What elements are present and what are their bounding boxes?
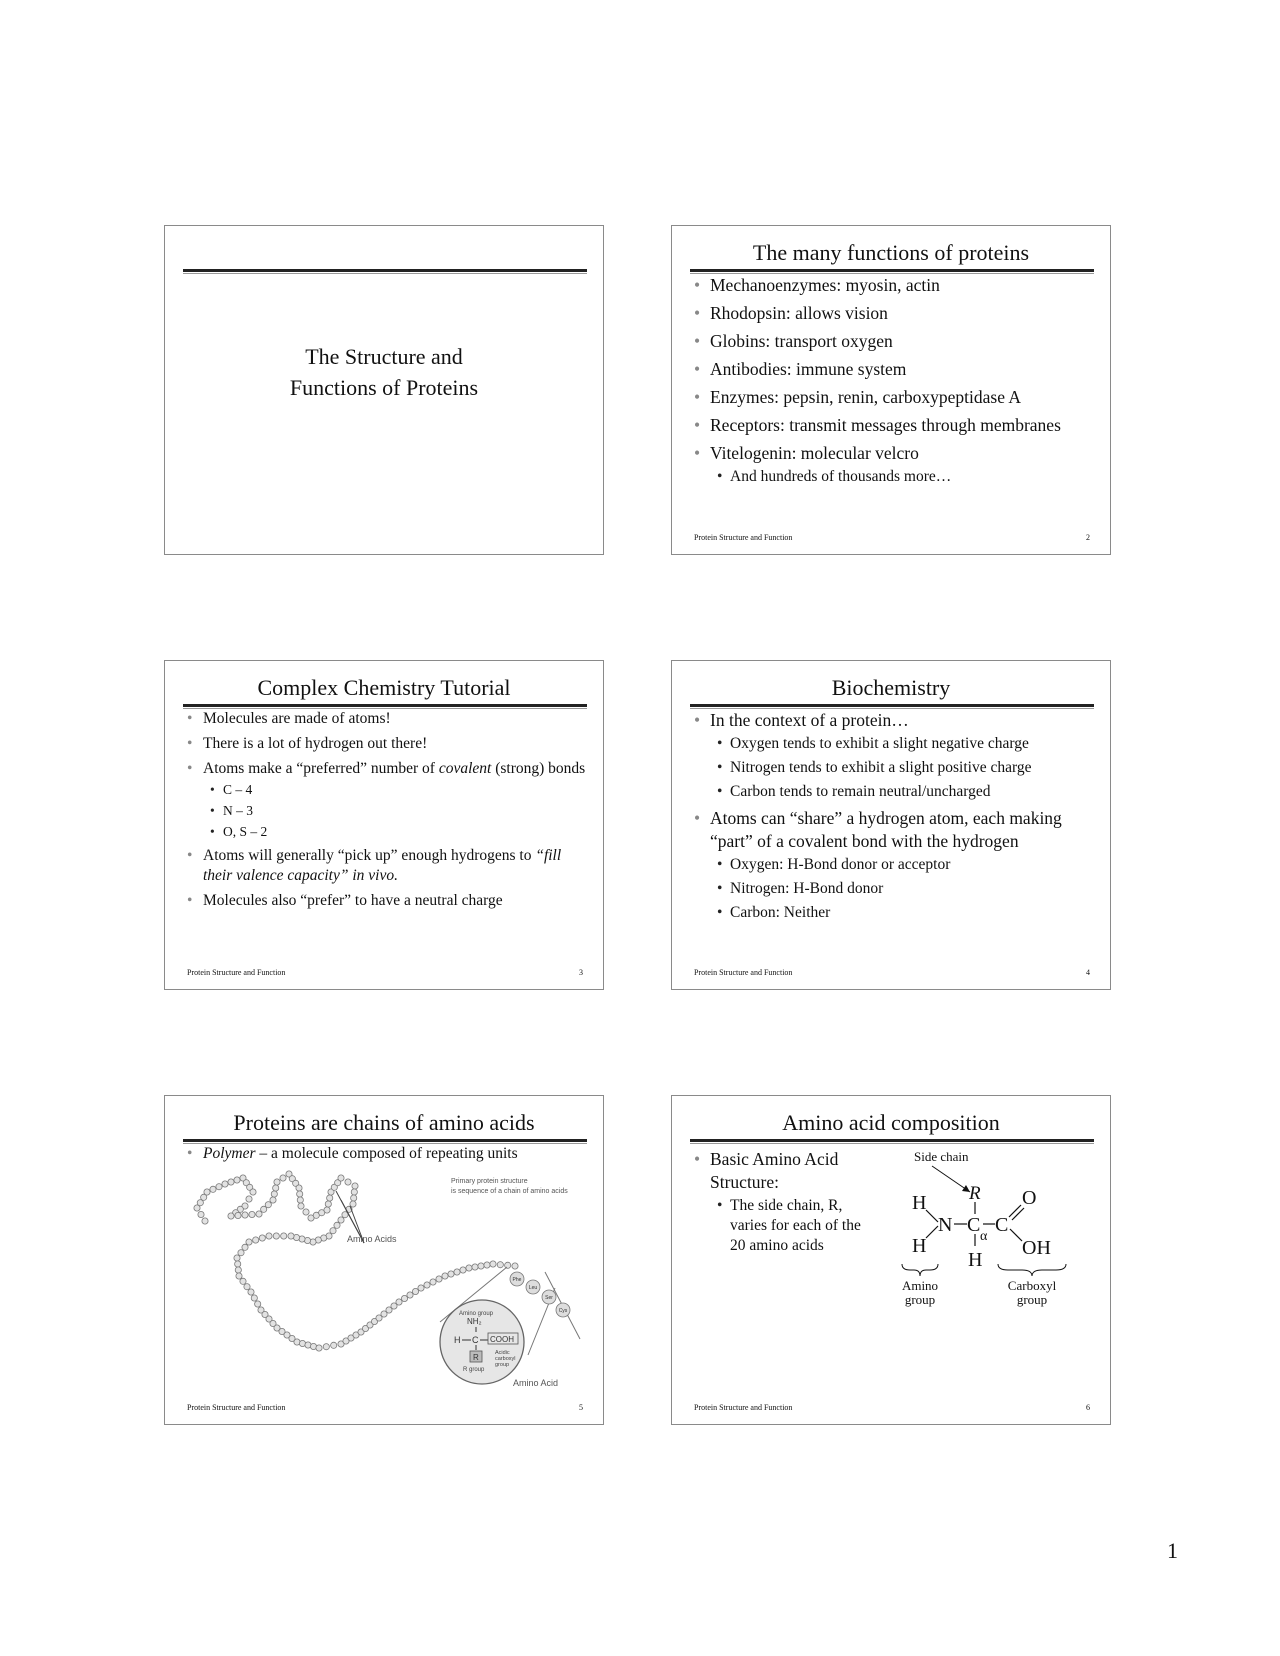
- sub-bullet: • Carbon tends to remain neutral/uncharged: [710, 782, 1096, 802]
- r-atom: R: [969, 1183, 981, 1204]
- chain-bead: [303, 1209, 309, 1215]
- footer-text: Protein Structure and Function: [187, 1403, 286, 1412]
- chain-bead: [460, 1267, 466, 1273]
- o-atom: O: [1022, 1187, 1037, 1209]
- slide-3: [164, 660, 604, 990]
- carboxyl-brace: [998, 1264, 1066, 1276]
- chain-bead: [235, 1267, 241, 1273]
- chain-bead: [238, 1250, 244, 1256]
- chain-bead: [424, 1282, 430, 1288]
- chain-bead: [352, 1183, 358, 1189]
- figure-caption: is sequence of a chain of amino acids: [451, 1188, 568, 1195]
- chain-bead: [436, 1276, 442, 1282]
- bullet: • There is a lot of hydrogen out there!: [183, 734, 589, 754]
- chain-bead: [271, 1191, 277, 1197]
- bond-line: [1010, 1229, 1022, 1241]
- sub-bullet: • The side chain, R, varies for each of the 20 amino acids: [710, 1196, 870, 1256]
- chain-bead: [497, 1262, 503, 1268]
- chain-bead: [331, 1342, 337, 1348]
- chain-bead: [204, 1189, 210, 1195]
- amino-acid-structure-diagram: [672, 1096, 1111, 1425]
- slide-number: 3: [579, 968, 583, 977]
- bullet-list: [690, 709, 1096, 923]
- chain-bead: [228, 1213, 234, 1219]
- acidic-label: carboxyl: [495, 1356, 516, 1362]
- slide-4: [671, 660, 1111, 990]
- footer-text: Protein Structure and Function: [694, 1403, 793, 1412]
- chain-bead: [478, 1263, 484, 1269]
- bullet: • Atoms will generally “pick up” enough hydrogens to “fill their valence capacity” in vivo.: [183, 846, 589, 886]
- bullet: • In the context of a protein… • Oxygen tends to exhibit a slight negative charge • Nitrogen tends to exhibit a slight positive charge • Carbon tends to remain neutral/uncharged: [690, 709, 1096, 802]
- bullet: • Globins: transport oxygen: [690, 330, 1096, 353]
- bullet: • Molecules are made of atoms!: [183, 709, 589, 729]
- chain-bead: [253, 1237, 259, 1243]
- chain-bead: [323, 1344, 329, 1350]
- sub-bullet-list: [710, 467, 1096, 487]
- sub-bullet: • N – 3: [203, 802, 589, 820]
- chain-bead: [412, 1288, 418, 1294]
- chain-bead: [256, 1211, 262, 1217]
- slide-6: [671, 1095, 1111, 1425]
- sub-bullet-list: [203, 781, 589, 841]
- bead-label: Phe: [512, 1277, 522, 1283]
- title-rule: [690, 269, 1094, 272]
- bullet: • Atoms make a “preferred” number of covalent (strong) bonds • C – 4 • N – 3 • O, S – 2: [183, 759, 589, 841]
- chain-bead: [255, 1301, 261, 1307]
- bullet: • Polymer – a molecule composed of repeating units: [183, 1144, 589, 1164]
- bullet: • Basic Amino Acid Structure: • The side chain, R, varies for each of the 20 amino acids: [690, 1148, 870, 1256]
- chain-bead: [484, 1262, 490, 1268]
- amino-acid-label: Amino Acid: [513, 1378, 559, 1388]
- footer-text: Protein Structure and Function: [694, 533, 793, 542]
- n-atom: N: [938, 1214, 953, 1236]
- chain-bead: [248, 1289, 254, 1295]
- footer-text: Protein Structure and Function: [694, 968, 793, 977]
- page-number: 1: [1167, 1538, 1178, 1563]
- slide-title: Amino acid composition: [782, 1110, 1000, 1135]
- slide-footer: [694, 968, 1090, 977]
- chain-bead: [407, 1292, 413, 1298]
- chain-bead: [246, 1239, 252, 1245]
- protein-chain-figure: [165, 1096, 604, 1425]
- title-rule: [183, 704, 587, 707]
- title-rule: [690, 704, 1094, 707]
- chain-bead: [448, 1271, 454, 1277]
- amino-group-label: Amino group: [459, 1311, 494, 1317]
- bond-line: [926, 1226, 938, 1238]
- chain-bead: [351, 1189, 357, 1195]
- chain-bead: [280, 1175, 286, 1181]
- bullet: • Vitelogenin: molecular velcro • And hundreds of thousands more…: [690, 442, 1096, 487]
- chain-bead: [281, 1233, 287, 1239]
- chain-bead: [222, 1181, 228, 1187]
- chain-bead: [235, 1261, 241, 1267]
- chain-bead: [210, 1186, 216, 1192]
- alpha-label: α: [980, 1229, 988, 1244]
- chain-bead: [273, 1233, 279, 1239]
- chain-bead: [242, 1244, 248, 1250]
- bead-label: Ser: [545, 1295, 553, 1301]
- chain-bead: [325, 1201, 331, 1207]
- chain-bead: [296, 1185, 302, 1191]
- sub-bullet: • Oxygen: H-Bond donor or acceptor: [710, 855, 1096, 875]
- slide-number: 6: [1086, 1403, 1090, 1412]
- chain-bead: [505, 1262, 511, 1268]
- cooh-label: COOH: [490, 1335, 514, 1344]
- slide-title: Biochemistry: [831, 675, 951, 700]
- slide-number: 2: [1086, 533, 1090, 542]
- sub-bullet: • Nitrogen tends to exhibit a slight positive charge: [710, 758, 1096, 778]
- chain-bead: [466, 1265, 472, 1271]
- chain-bead: [297, 1191, 303, 1197]
- bullet: • Rhodopsin: allows vision: [690, 302, 1096, 325]
- amino-brace: [902, 1264, 938, 1276]
- chain-bead: [249, 1211, 255, 1217]
- chain-bead: [244, 1284, 250, 1290]
- double-bond-line: [1009, 1205, 1021, 1217]
- chain-bead: [351, 1195, 357, 1201]
- chain-bead: [228, 1179, 234, 1185]
- chain-bead: [490, 1261, 496, 1267]
- figure-caption: Primary protein structure: [451, 1178, 528, 1185]
- r-label: R: [473, 1353, 479, 1362]
- slide-footer: [187, 1403, 583, 1412]
- title-rule: [183, 269, 587, 272]
- chain-bead: [350, 1201, 356, 1207]
- chain-bead: [298, 1203, 304, 1209]
- chain-bead: [401, 1295, 407, 1301]
- chain-bead: [235, 1212, 241, 1218]
- chain-bead: [442, 1273, 448, 1279]
- bond-line: [926, 1210, 938, 1222]
- chain-bead: [216, 1184, 222, 1190]
- chain-bead: [273, 1185, 279, 1191]
- slide-body: [183, 709, 589, 916]
- slide-1: [164, 225, 604, 555]
- chain-bead: [234, 1177, 240, 1183]
- chain-bead: [324, 1207, 330, 1213]
- carboxyl-group-label: Carboxyl: [1007, 1278, 1057, 1293]
- chain-bead: [334, 1222, 340, 1228]
- nh2-label: NH₂: [467, 1317, 482, 1326]
- chain-bead: [265, 1202, 271, 1208]
- amino-acids-label: Amino Acids: [347, 1234, 397, 1244]
- acidic-label: Acidic: [495, 1350, 510, 1356]
- chain-bead: [202, 1218, 208, 1224]
- h-atom: H: [968, 1249, 983, 1271]
- slide-number: 5: [579, 1403, 583, 1412]
- bullet: • Molecules also “prefer” to have a neutral charge: [183, 891, 589, 911]
- sub-bullet: • Oxygen tends to exhibit a slight negative charge: [710, 734, 1096, 754]
- slide-footer: [694, 1403, 1090, 1412]
- chain-bead: [430, 1279, 436, 1285]
- chain-bead: [266, 1233, 272, 1239]
- slide-title: The many functions of proteins: [752, 240, 1030, 265]
- h-atom: H: [912, 1235, 927, 1257]
- chain-bead: [250, 1189, 256, 1195]
- h-atom: H: [912, 1192, 927, 1214]
- slide-body: [690, 274, 1096, 492]
- chain-bead: [259, 1235, 265, 1241]
- chain-bead: [198, 1211, 204, 1217]
- bead-label: Leu: [528, 1285, 538, 1291]
- sub-bullet-list: [710, 734, 1096, 802]
- slide-footer: [187, 968, 583, 977]
- sub-bullet: • Carbon: Neither: [710, 903, 1096, 923]
- sub-bullet: • O, S – 2: [203, 823, 589, 841]
- slide-number: 4: [1086, 968, 1090, 977]
- double-bond-line: [1012, 1208, 1024, 1220]
- amino-group-label: Amino: [901, 1278, 939, 1293]
- presentation-title: The Structure and Functions of Proteins: [289, 344, 479, 400]
- chain-bead: [288, 1233, 294, 1239]
- sub-bullet-list: [710, 855, 1096, 923]
- sub-bullet: • And hundreds of thousands more…: [710, 467, 1096, 487]
- slide-footer: [694, 533, 1090, 542]
- chain-bead: [338, 1175, 344, 1181]
- slide-body: [690, 709, 1096, 928]
- sub-bullet: • Nitrogen: H-Bond donor: [710, 879, 1096, 899]
- chain-bead: [327, 1195, 333, 1201]
- carboxyl-group-label: group: [1016, 1292, 1048, 1307]
- chain-bead: [418, 1285, 424, 1291]
- slide-2: [671, 225, 1111, 555]
- chain-bead: [396, 1299, 402, 1305]
- chain-bead: [512, 1263, 518, 1269]
- chain-bead: [345, 1179, 351, 1185]
- bullet: • Enzymes: pepsin, renin, carboxypeptidase A: [690, 386, 1096, 409]
- acidic-label: group: [495, 1362, 510, 1368]
- slide-title: Complex Chemistry Tutorial: [257, 675, 511, 700]
- oh-group: OH: [1022, 1237, 1051, 1259]
- bullet-list: [690, 274, 1096, 487]
- chain-bead: [338, 1217, 344, 1223]
- bullet: • Mechanoenzymes: myosin, actin: [690, 274, 1096, 297]
- side-chain-label: Side chain: [914, 1149, 969, 1164]
- chain-bead: [246, 1196, 252, 1202]
- chain-bead: [297, 1197, 303, 1203]
- bullet: • Receptors: transmit messages through membranes: [690, 414, 1096, 437]
- amino-group-label: group: [904, 1292, 936, 1307]
- chain-bead: [274, 1179, 280, 1185]
- bead-label: Cys: [558, 1308, 568, 1314]
- chain-bead: [316, 1345, 322, 1351]
- chain-bead: [236, 1273, 242, 1279]
- h-label: H: [454, 1335, 461, 1345]
- c-label: C: [472, 1335, 479, 1345]
- sub-bullet: • C – 4: [203, 781, 589, 799]
- c-carboxyl-atom: C: [995, 1214, 1009, 1236]
- chain-bead: [270, 1197, 276, 1203]
- c-alpha-atom: C: [967, 1214, 981, 1236]
- chain-bead: [251, 1295, 257, 1301]
- chain-bead: [454, 1269, 460, 1275]
- bullet: • Atoms can “share” a hydrogen atom, each making “part” of a covalent bond with the hydrogen • Oxygen: H-Bond donor or acceptor • Nitrogen: H-Bond donor • Carbon: Neither: [690, 807, 1096, 923]
- r-group-label: R group: [463, 1367, 485, 1373]
- slide-title: Proteins are chains of amino acids: [233, 1110, 535, 1135]
- chain-bead: [242, 1212, 248, 1218]
- chain-bead: [234, 1255, 240, 1261]
- chain-bead: [472, 1264, 478, 1270]
- bullet: • Antibodies: immune system: [690, 358, 1096, 381]
- bullet-list: [183, 709, 589, 911]
- footer-text: Protein Structure and Function: [187, 968, 286, 977]
- slide-5: [164, 1095, 604, 1425]
- chain-bead: [330, 1228, 336, 1234]
- chain-bead: [240, 1278, 246, 1284]
